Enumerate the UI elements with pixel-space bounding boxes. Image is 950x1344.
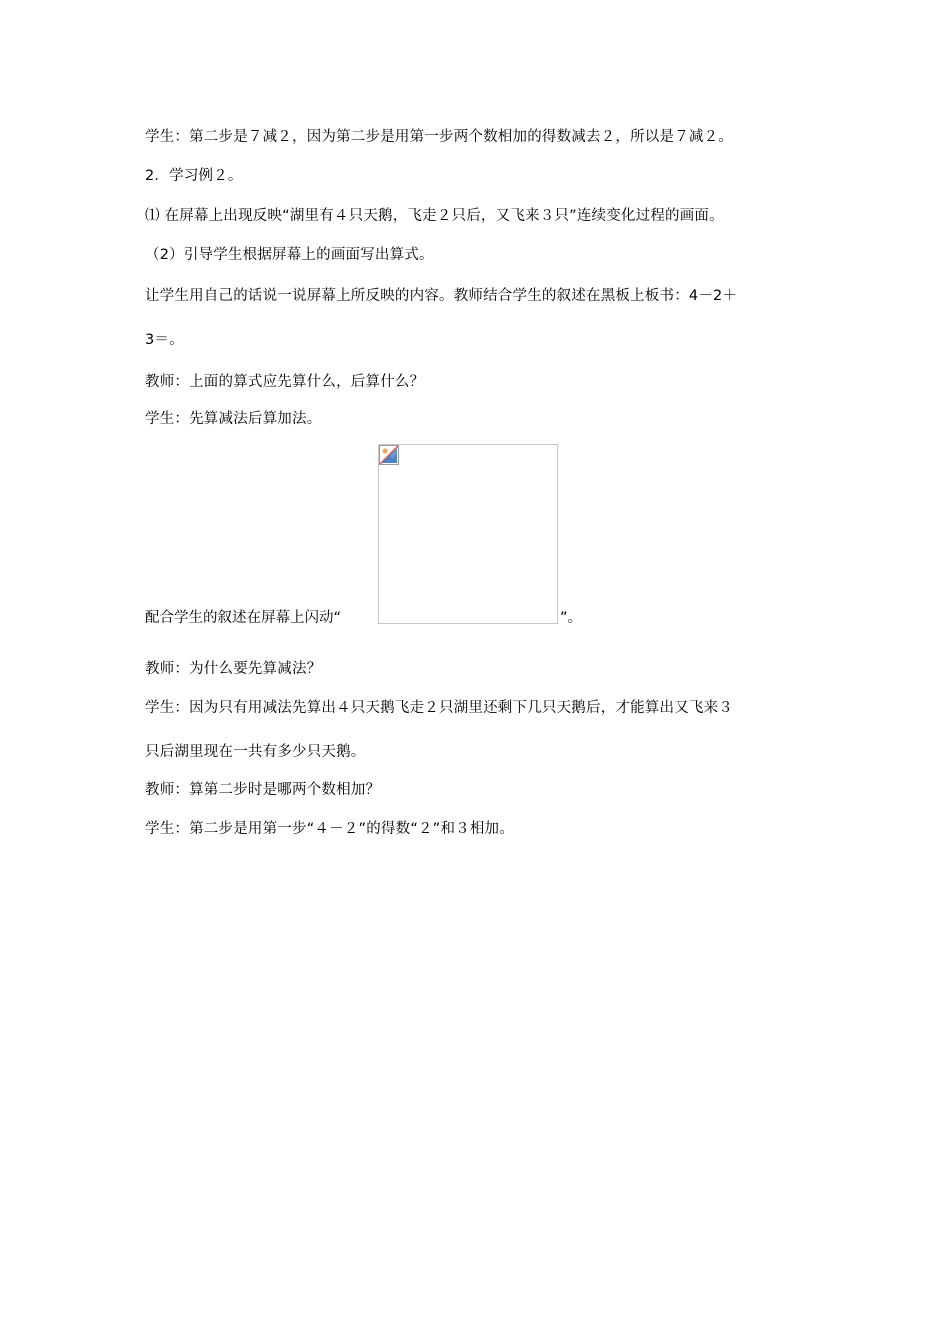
paragraph-teacher-question-3: 教师：算第二步时是哪两个数相加？ [145, 782, 381, 798]
paragraph-student-answer-3: 学生：因为只有用减法先算出４只天鹅飞走２只湖里还剩下几只天鹅后，才能算出又飞来３ [145, 700, 733, 716]
paragraph-student-answer-2: 学生：先算减法后算加法。 [145, 411, 322, 427]
paragraph-step-2: （2）引导学生根据屏幕上的画面写出算式。 [145, 247, 434, 263]
paragraph-student-answer-3-continued: 只后湖里现在一共有多少只天鹅。 [145, 744, 366, 760]
paragraph-flash-after: ”。 [560, 610, 583, 626]
paragraph-section-heading: 2．学习例２。 [145, 168, 243, 184]
paragraph-teacher-question-1: 教师：上面的算式应先算什么，后算什么？ [145, 374, 425, 390]
paragraph-student-answer-4: 学生：第二步是用第一步“４－２”的得数“２”和３相加。 [145, 821, 514, 837]
paragraph-step-1: ⑴ 在屏幕上出现反映“湖里有４只天鹅，飞走２只后，又飞来３只”连续变化过程的画面。 [145, 208, 724, 224]
paragraph-student-answer-1: 学生：第二步是７减２，因为第二步是用第一步两个数相加的得数减去２，所以是７减２。 [145, 129, 733, 145]
paragraph-flash-before: 配合学生的叙述在屏幕上闪动“ [145, 610, 342, 626]
broken-image-icon [379, 445, 399, 465]
paragraph-teacher-question-2: 教师：为什么要先算减法？ [145, 661, 322, 677]
paragraph-equation-continued: 3＝。 [145, 332, 184, 348]
paragraph-description: 让学生用自己的话说一说屏幕上所反映的内容。教师结合学生的叙述在黑板上板书：4－2＋ [145, 288, 738, 304]
embedded-image-placeholder [378, 444, 558, 624]
